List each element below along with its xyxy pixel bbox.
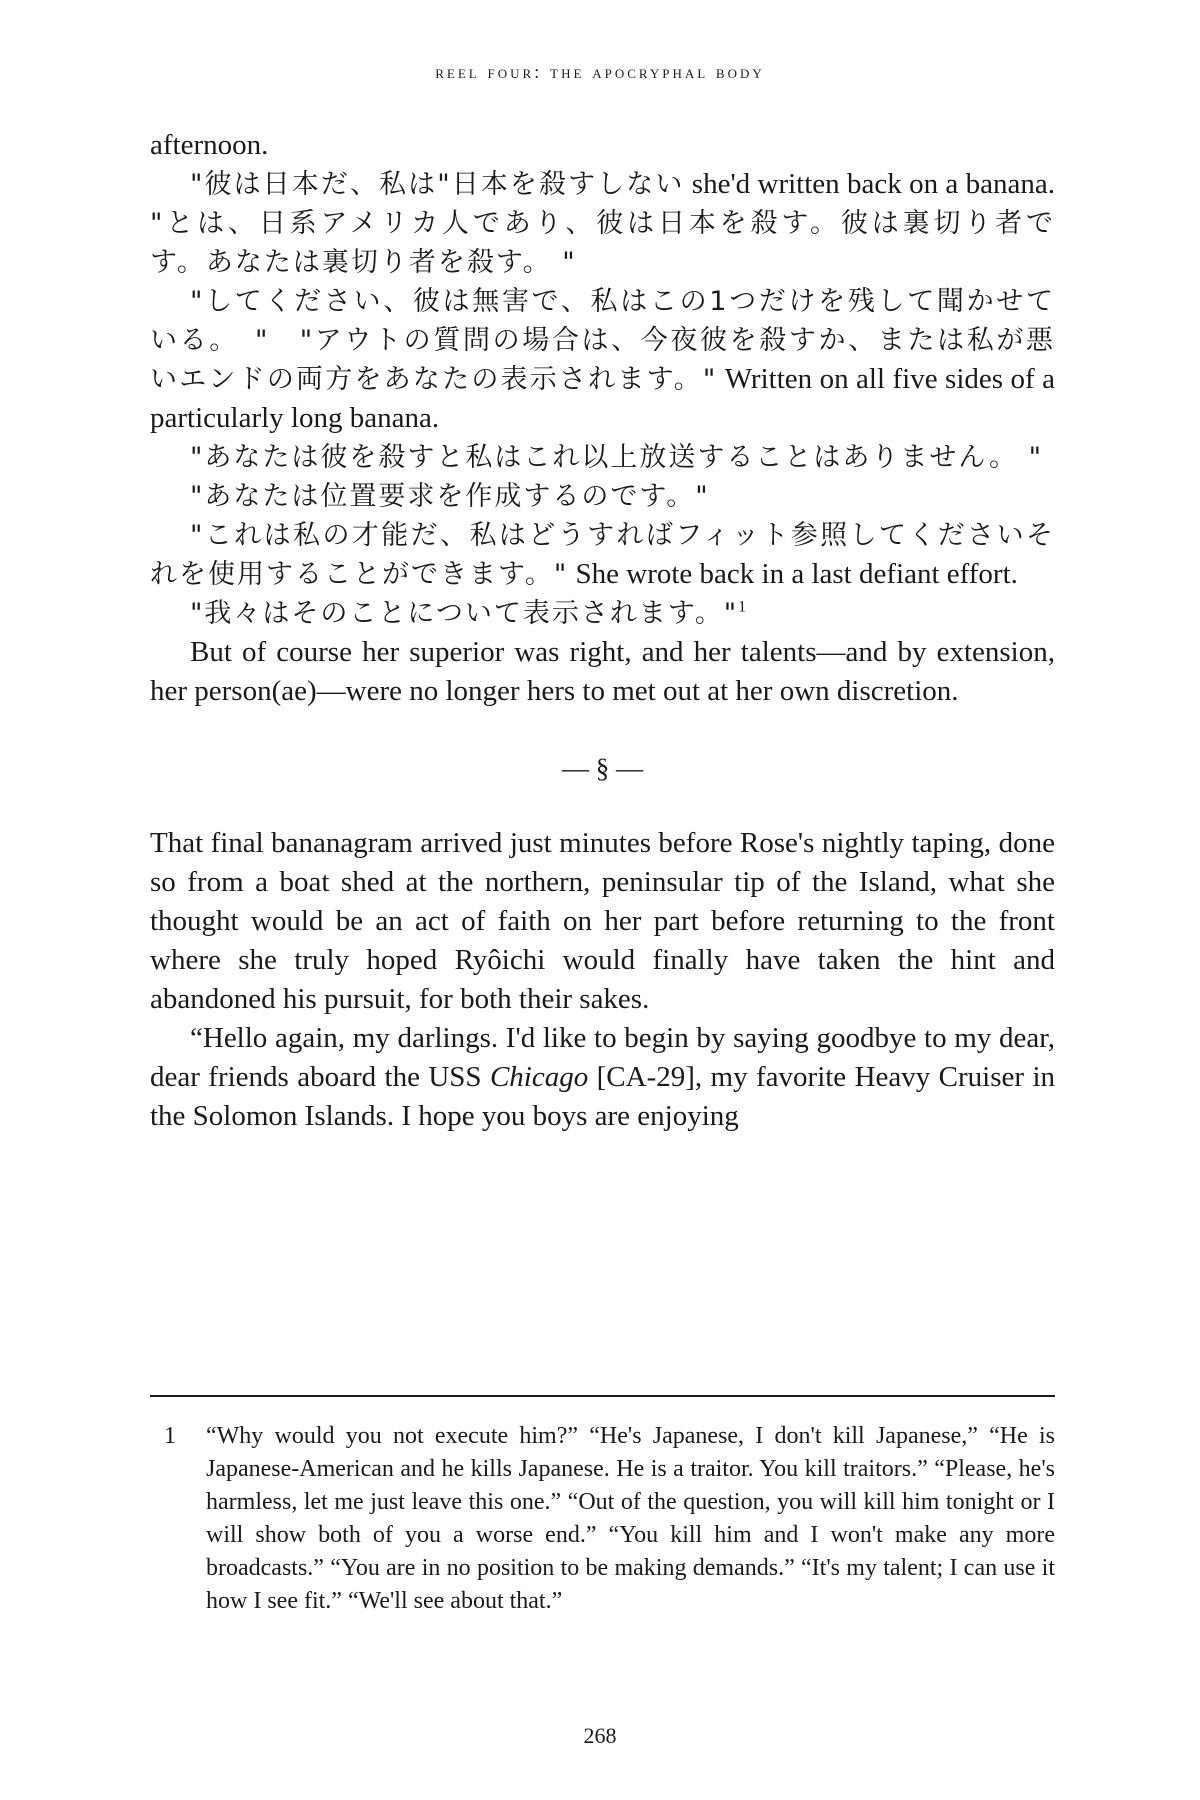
paragraph-text: afternoon. xyxy=(150,129,269,161)
japanese-text: "あなたは位置要求を作成するのです。" xyxy=(190,481,710,512)
paragraph-text: She wrote back in a last defiant effort. xyxy=(568,558,1018,590)
footnotes xyxy=(150,1420,1055,1618)
running-head: reel four: the apocryphal body xyxy=(435,62,765,83)
paragraph-text: Written on all five sides of a particularly long banana. xyxy=(150,363,1055,434)
paragraph xyxy=(150,633,1055,711)
footnote-number: 1 xyxy=(164,1423,176,1449)
paragraph xyxy=(150,126,1055,165)
paragraph xyxy=(150,165,1055,282)
paragraph xyxy=(150,438,1055,477)
japanese-text: "これは私の才能だ、私はどうすればフィット参照してくださいそれを使用することができます。" xyxy=(150,520,1055,590)
paragraph-text: That final bananagram arrived just minutes before Rose's nightly taping, done so from a boat shed at the northern, peninsular tip of the Island, what she thought would be an act of faith on her part before returning to the front where she truly hoped Ryôichi would finally have taken the hint and abandoned his pursuit, for both their sakes. xyxy=(150,827,1055,1015)
paragraph-text: she'd written back on a banana. xyxy=(684,168,1055,200)
paragraph xyxy=(150,477,1055,516)
ship-name: Chicago xyxy=(489,1061,589,1093)
japanese-text: "我々はそのことについて表示されます。" xyxy=(190,598,739,629)
section-break: — § — xyxy=(562,753,643,783)
paragraph-text: [CA-29], my favorite Heavy Cruiser in the Solomon Islands. I hope you boys are enjoying xyxy=(150,1061,1055,1132)
paragraph-text: But of course her superior was right, and her talents—and by extension, her person(ae)—were no longer hers to met out at her own discretion. xyxy=(150,636,1055,707)
japanese-text: "彼は日本だ、私は"日本を殺すしない xyxy=(190,169,685,200)
japanese-text: "してください、彼は無害で、私はこの1つだけを残して聞かせている。 " "アウトの質問の場合は、今夜彼を殺すか、または私が悪いエンドの両方をあなたの表示されます。" xyxy=(150,286,1055,395)
paragraph xyxy=(150,516,1055,594)
japanese-text: "とは、日系アメリカ人であり、彼は日本を殺す。彼は裏切り者です。あなたは裏切り者を殺す。 " xyxy=(150,208,1055,278)
paragraph-text: “Hello again, my darlings. I'd like to begin by saying goodbye to my dear, dear friends aboard the USS xyxy=(150,1022,1055,1093)
footnote xyxy=(150,1420,1055,1618)
paragraph xyxy=(150,824,1055,1019)
footnote-reference[interactable]: 1 xyxy=(738,598,747,616)
footnote-rule xyxy=(150,1395,1055,1397)
paragraph xyxy=(150,1019,1055,1136)
paragraph xyxy=(150,594,1055,633)
page-number: 268 xyxy=(583,1723,617,1748)
paragraph xyxy=(150,282,1055,438)
japanese-text: "あなたは彼を殺すと私はこれ以上放送することはありません。 " xyxy=(190,442,1044,473)
footnote-text: “Why would you not execute him?” “He's Japanese, I don't kill Japanese,” “He is Japanese-American and he kills Japanese. He is a traitor. You kill traitors.” “Please, he's harmless, let me just leave this one.” “Out of the question, you will kill him tonight or I will show both of you a worse end.” “You kill him and I won't make any more broadcasts.” “You are in no position to be making demands.” “It's my talent; I can use it how I see fit.” “We'll see about that.” xyxy=(206,1423,1055,1614)
body-text xyxy=(150,126,1055,1136)
